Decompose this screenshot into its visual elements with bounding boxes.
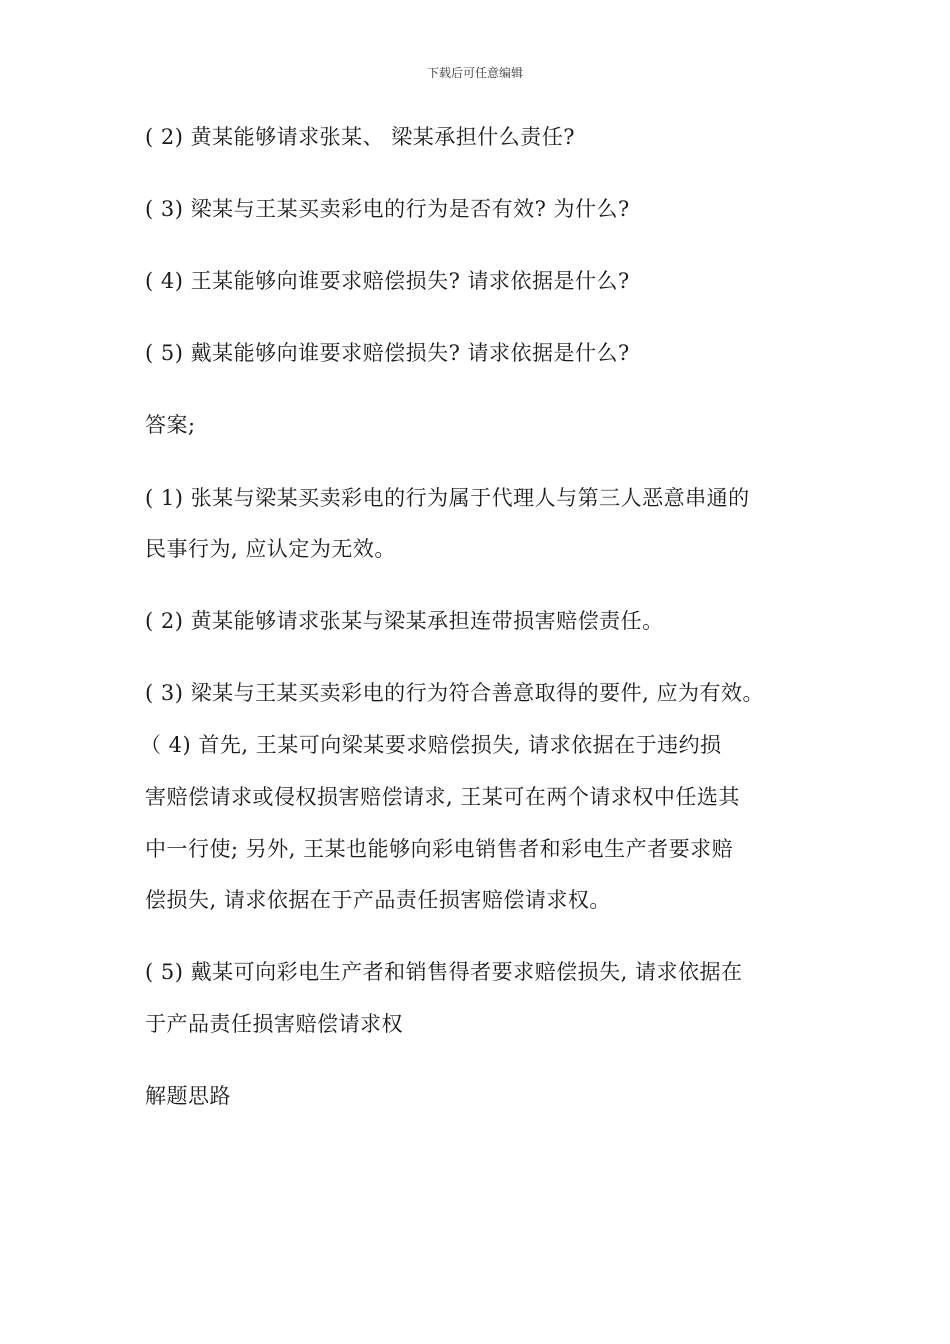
answer-2: ( 2) 黄某能够请求张某与梁某承担连带损害赔偿责任。 [145, 609, 664, 633]
page-header: 下载后可任意编辑 [426, 66, 523, 80]
solution-heading: 解题思路 [145, 1084, 231, 1108]
answer-5-line-2: 于产品责任损害赔偿请求权 [145, 1012, 403, 1036]
answer-4-line-1: （ 4) 首先, 王某可向梁某要求赔偿损失, 请求依据在于违约损 [140, 733, 722, 757]
answer-1-line-1: ( 1) 张某与梁某买卖彩电的行为属于代理人与第三人恶意串通的 [145, 486, 750, 510]
answer-4-line-3: 中一行使; 另外, 王某也能够向彩电销售者和彩电生产者要求赔 [145, 837, 734, 861]
question-3: ( 3) 梁某与王某买卖彩电的行为是否有效? 为什么? [145, 197, 630, 221]
answer-heading: 答案; [145, 413, 196, 437]
answer-4-line-4: 偿损失, 请求依据在于产品责任损害赔偿请求权。 [145, 888, 611, 912]
answer-3: ( 3) 梁某与王某买卖彩电的行为符合善意取得的要件, 应为有效。 [145, 681, 764, 705]
question-2: ( 2) 黄某能够请求张某、 梁某承担什么责任? [145, 125, 576, 149]
question-4: ( 4) 王某能够向谁要求赔偿损失? 请求依据是什么? [145, 269, 630, 293]
answer-4-line-2: 害赔偿请求或侵权损害赔偿请求, 王某可在两个请求权中任选其 [145, 785, 740, 809]
answer-1-line-2: 民事行为, 应认定为无效。 [145, 537, 396, 561]
question-5: ( 5) 戴某能够向谁要求赔偿损失? 请求依据是什么? [145, 341, 630, 365]
answer-5-line-1: ( 5) 戴某可向彩电生产者和销售得者要求赔偿损失, 请求依据在 [145, 960, 743, 984]
